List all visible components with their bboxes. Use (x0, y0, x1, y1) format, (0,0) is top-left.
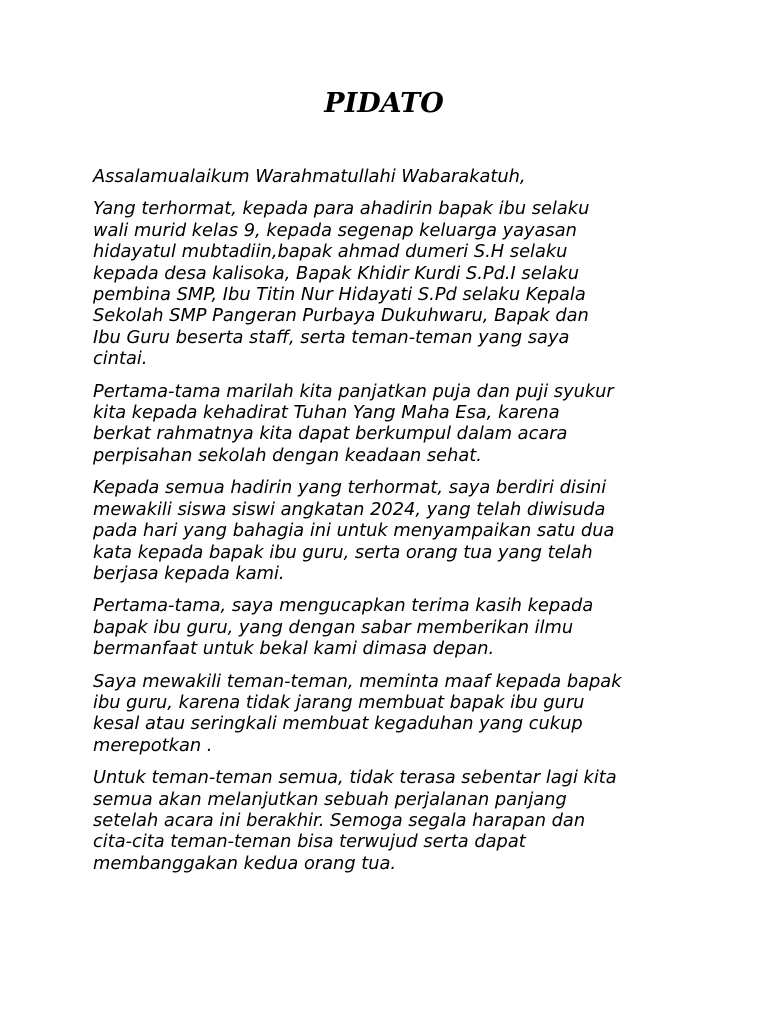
document-title: PIDATO (324, 88, 444, 119)
paragraph-farewell: Untuk teman-teman semua, tidak terasa sebentar lagi kita semua akan melanjutkan sebuah perjalanan panjang setelah acara ini berakhir. Semoga segala harapan dan cita-cita teman-teman bisa terwujud serta dapat membanggakan kedua orang tua. (93, 767, 617, 874)
paragraph-greeting: Assalamualaikum Warahmatullahi Wabarakatuh, (93, 166, 526, 187)
paragraph-gratitude: Pertama-tama marilah kita panjatkan puja dan puji syukur kita kepada kehadirat Tuhan Yang Maha Esa, karena berkat rahmatnya kita dapat berkumpul dalam acara perpisahan sekolah dengan keadaan sehat. (93, 380, 614, 466)
paragraph-apology: Saya mewakili teman-teman, meminta maaf kepada bapak ibu guru, karena tidak jarang membuat bapak ibu guru kesal atau seringkali membuat kegaduhan yang cukup merepotkan . (93, 670, 622, 756)
document-body (93, 166, 683, 885)
paragraph-representation: Kepada semua hadirin yang terhormat, saya berdiri disini mewakili siswa siswi angkatan 2024, yang telah diwisuda pada hari yang bahagia ini untuk menyampaikan satu dua kata kepada bapak ibu guru, serta orang tua yang telah berjasa kepada kami. (93, 477, 615, 584)
paragraph-salutation: Yang terhormat, kepada para ahadirin bapak ibu selaku wali murid kelas 9, kepada segenap keluarga yayasan hidayatul mubtadiin,bapak ahmad dumeri S.H selaku kepada desa kalisoka, Bapak Khidir Kurdi S.Pd.I selaku pembina SMP, Ibu Titin Nur Hidayati S.Pd selaku Kepala Sekolah SMP Pangeran Purbaya Dukuhwaru, Bapak dan Ibu Guru beserta staff, serta teman-teman yang saya cintai. (93, 198, 590, 370)
paragraph-thanks: Pertama-tama, saya mengucapkan terima kasih kepada bapak ibu guru, yang dengan sabar memberikan ilmu bermanfaat untuk bekal kami dimasa depan. (93, 595, 594, 660)
